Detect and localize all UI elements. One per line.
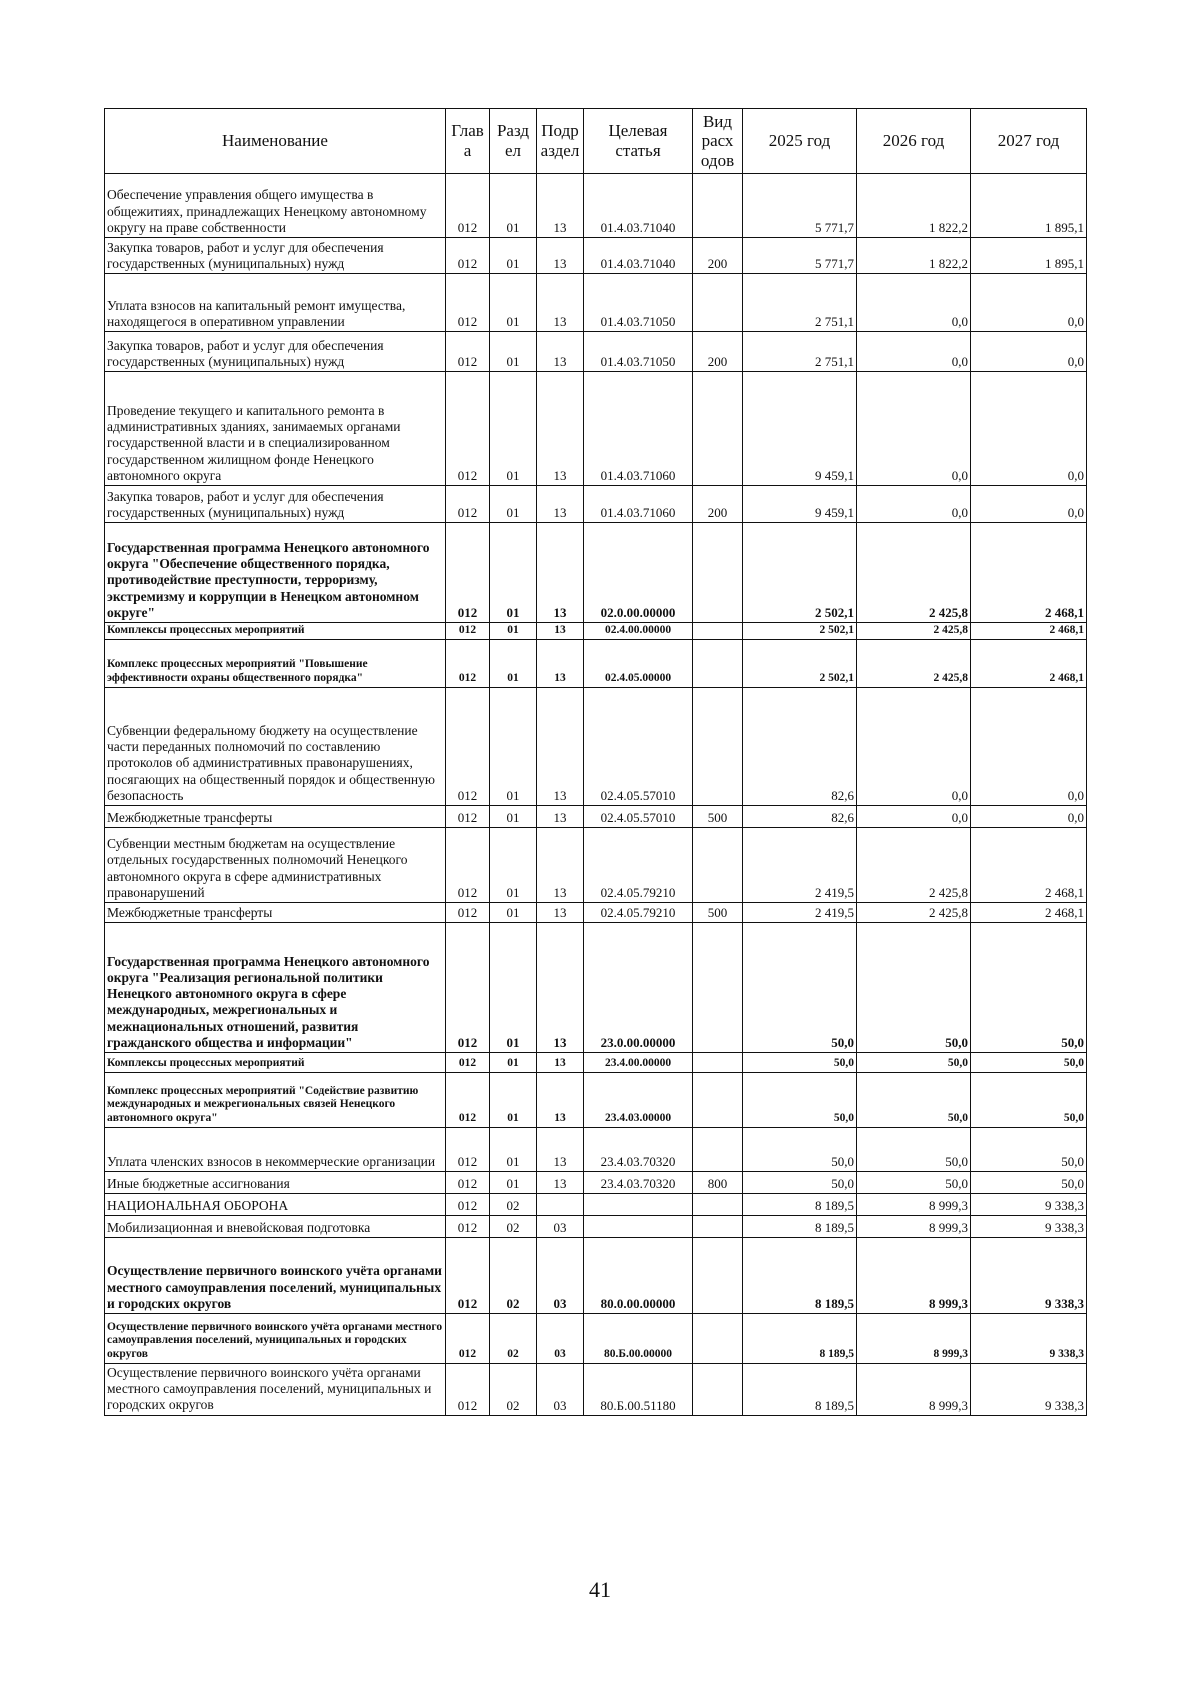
cell-expense-type — [693, 372, 743, 486]
cell-podrazdel: 13 — [537, 640, 584, 688]
cell-2026: 8 999,3 — [857, 1238, 971, 1314]
cell-expense-type: 200 — [693, 486, 743, 523]
page-number: 41 — [589, 1577, 611, 1602]
cell-glava: 012 — [446, 1314, 490, 1364]
cell-razdel: 01 — [490, 486, 537, 523]
header-podrazdel: Подр аздел — [537, 109, 584, 174]
cell-target-article: 23.0.00.00000 — [584, 923, 693, 1053]
cell-podrazdel: 13 — [537, 274, 584, 332]
cell-2025: 2 419,5 — [743, 828, 857, 903]
cell-expense-type — [693, 828, 743, 903]
cell-glava: 012 — [446, 174, 490, 238]
cell-target-article: 02.4.05.00000 — [584, 640, 693, 688]
cell-razdel: 01 — [490, 1073, 537, 1128]
cell-target-article: 23.4.03.70320 — [584, 1172, 693, 1194]
cell-target-article: 23.4.00.00000 — [584, 1053, 693, 1073]
budget-table — [104, 108, 1087, 1416]
header-razdel: Разд ел — [490, 109, 537, 174]
table-row — [105, 1194, 1087, 1216]
table-header-row — [105, 109, 1087, 174]
cell-glava: 012 — [446, 332, 490, 372]
cell-target-article: 01.4.03.71040 — [584, 174, 693, 238]
cell-2025: 82,6 — [743, 806, 857, 828]
cell-2026: 50,0 — [857, 1053, 971, 1073]
cell-expense-type: 200 — [693, 332, 743, 372]
cell-razdel: 01 — [490, 523, 537, 623]
cell-expense-type: 500 — [693, 806, 743, 828]
cell-glava: 012 — [446, 1053, 490, 1073]
cell-podrazdel: 13 — [537, 238, 584, 274]
cell-2025: 2 419,5 — [743, 903, 857, 923]
cell-razdel: 01 — [490, 640, 537, 688]
cell-expense-type: 800 — [693, 1172, 743, 1194]
cell-target-article: 01.4.03.71060 — [584, 486, 693, 523]
cell-2027: 50,0 — [971, 1053, 1087, 1073]
cell-glava: 012 — [446, 1364, 490, 1416]
cell-glava: 012 — [446, 1194, 490, 1216]
cell-2027: 9 338,3 — [971, 1238, 1087, 1314]
cell-target-article: 23.4.03.70320 — [584, 1128, 693, 1172]
cell-expense-type — [693, 623, 743, 640]
cell-2027: 9 338,3 — [971, 1314, 1087, 1364]
cell-2026: 2 425,8 — [857, 828, 971, 903]
cell-2025: 8 189,5 — [743, 1364, 857, 1416]
cell-2026: 8 999,3 — [857, 1194, 971, 1216]
cell-name: Межбюджетные трансферты — [105, 806, 446, 828]
cell-razdel: 01 — [490, 1172, 537, 1194]
cell-target-article: 02.4.00.00000 — [584, 623, 693, 640]
cell-name: Уплата взносов на капитальный ремонт имущества, находящегося в оперативном управлении — [105, 274, 446, 332]
cell-2026: 0,0 — [857, 332, 971, 372]
cell-name: НАЦИОНАЛЬНАЯ ОБОРОНА — [105, 1194, 446, 1216]
table-row — [105, 1172, 1087, 1194]
cell-2025: 5 771,7 — [743, 238, 857, 274]
cell-expense-type — [693, 1053, 743, 1073]
cell-2027: 0,0 — [971, 332, 1087, 372]
table-row — [105, 174, 1087, 238]
cell-razdel: 01 — [490, 332, 537, 372]
cell-podrazdel: 03 — [537, 1314, 584, 1364]
cell-expense-type — [693, 1364, 743, 1416]
cell-2025: 8 189,5 — [743, 1314, 857, 1364]
cell-2025: 2 751,1 — [743, 332, 857, 372]
cell-podrazdel: 13 — [537, 923, 584, 1053]
table-row — [105, 903, 1087, 923]
cell-name: Иные бюджетные ассигнования — [105, 1172, 446, 1194]
cell-podrazdel: 13 — [537, 1073, 584, 1128]
cell-glava: 012 — [446, 372, 490, 486]
cell-target-article: 02.4.05.79210 — [584, 903, 693, 923]
table-row — [105, 1314, 1087, 1364]
cell-2027: 50,0 — [971, 923, 1087, 1053]
cell-2026: 1 822,2 — [857, 238, 971, 274]
cell-2027: 2 468,1 — [971, 828, 1087, 903]
cell-name: Осуществление первичного воинского учёта органами местного самоуправления поселений, муниципальных и городских округов — [105, 1314, 446, 1364]
cell-2026: 50,0 — [857, 923, 971, 1053]
cell-name: Осуществление первичного воинского учёта органами местного самоуправления поселений, муниципальных и городских округов — [105, 1364, 446, 1416]
cell-2027: 50,0 — [971, 1172, 1087, 1194]
cell-2026: 8 999,3 — [857, 1364, 971, 1416]
table-row — [105, 1364, 1087, 1416]
table-row — [105, 332, 1087, 372]
table-row — [105, 828, 1087, 903]
cell-expense-type — [693, 1194, 743, 1216]
table-row — [105, 274, 1087, 332]
cell-2025: 8 189,5 — [743, 1194, 857, 1216]
cell-2025: 82,6 — [743, 688, 857, 806]
cell-razdel: 01 — [490, 372, 537, 486]
cell-podrazdel: 13 — [537, 688, 584, 806]
table-row — [105, 238, 1087, 274]
cell-target-article — [584, 1216, 693, 1238]
cell-2026: 50,0 — [857, 1172, 971, 1194]
cell-glava: 012 — [446, 274, 490, 332]
cell-name: Обеспечение управления общего имущества в общежитиях, принадлежащих Ненецкому автономному округу на праве собственности — [105, 174, 446, 238]
cell-name: Закупка товаров, работ и услуг для обеспечения государственных (муниципальных) нужд — [105, 486, 446, 523]
cell-2026: 0,0 — [857, 372, 971, 486]
cell-razdel: 01 — [490, 806, 537, 828]
cell-podrazdel: 13 — [537, 828, 584, 903]
cell-glava: 012 — [446, 806, 490, 828]
table-row — [105, 1216, 1087, 1238]
cell-2026: 2 425,8 — [857, 523, 971, 623]
cell-expense-type — [693, 1128, 743, 1172]
cell-expense-type — [693, 688, 743, 806]
cell-glava: 012 — [446, 923, 490, 1053]
table-row — [105, 923, 1087, 1053]
cell-expense-type — [693, 1314, 743, 1364]
cell-glava: 012 — [446, 238, 490, 274]
cell-2027: 9 338,3 — [971, 1364, 1087, 1416]
cell-2025: 50,0 — [743, 1053, 857, 1073]
cell-2025: 8 189,5 — [743, 1216, 857, 1238]
cell-glava: 012 — [446, 1216, 490, 1238]
table-row — [105, 623, 1087, 640]
cell-podrazdel: 13 — [537, 174, 584, 238]
cell-podrazdel: 03 — [537, 1216, 584, 1238]
cell-2027: 2 468,1 — [971, 640, 1087, 688]
cell-name: Закупка товаров, работ и услуг для обеспечения государственных (муниципальных) нужд — [105, 238, 446, 274]
cell-2027: 1 895,1 — [971, 174, 1087, 238]
cell-glava: 012 — [446, 523, 490, 623]
cell-podrazdel: 13 — [537, 486, 584, 523]
table-row — [105, 372, 1087, 486]
cell-podrazdel: 13 — [537, 623, 584, 640]
cell-name: Комплекс процессных мероприятий "Содействие развитию международных и межрегиональных связей Ненецкого автономного округа" — [105, 1073, 446, 1128]
table-row — [105, 523, 1087, 623]
cell-razdel: 01 — [490, 1128, 537, 1172]
cell-2025: 8 189,5 — [743, 1238, 857, 1314]
cell-name: Комплекс процессных мероприятий "Повышение эффективности охраны общественного порядка" — [105, 640, 446, 688]
cell-2025: 2 502,1 — [743, 623, 857, 640]
header-glava: Глав а — [446, 109, 490, 174]
cell-glava: 012 — [446, 1073, 490, 1128]
cell-2026: 50,0 — [857, 1073, 971, 1128]
cell-expense-type — [693, 1238, 743, 1314]
cell-2026: 1 822,2 — [857, 174, 971, 238]
cell-name: Проведение текущего и капитального ремонта в административных зданиях, занимаемых органами государственной власти и в специализированном государственном жилищном фонде Ненецкого автономного округа — [105, 372, 446, 486]
cell-target-article: 02.4.05.57010 — [584, 688, 693, 806]
cell-expense-type — [693, 923, 743, 1053]
cell-2025: 2 502,1 — [743, 640, 857, 688]
cell-2026: 2 425,8 — [857, 640, 971, 688]
cell-2027: 50,0 — [971, 1073, 1087, 1128]
cell-glava: 012 — [446, 688, 490, 806]
cell-2026: 8 999,3 — [857, 1216, 971, 1238]
cell-target-article: 80.Б.00.51180 — [584, 1364, 693, 1416]
cell-2026: 0,0 — [857, 806, 971, 828]
cell-razdel: 02 — [490, 1238, 537, 1314]
cell-2025: 50,0 — [743, 1073, 857, 1128]
cell-glava: 012 — [446, 1238, 490, 1314]
cell-target-article: 23.4.03.00000 — [584, 1073, 693, 1128]
cell-2025: 9 459,1 — [743, 486, 857, 523]
cell-target-article: 02.4.05.79210 — [584, 828, 693, 903]
cell-2027: 2 468,1 — [971, 903, 1087, 923]
cell-podrazdel: 13 — [537, 903, 584, 923]
cell-2026: 0,0 — [857, 486, 971, 523]
cell-razdel: 02 — [490, 1194, 537, 1216]
cell-expense-type: 200 — [693, 238, 743, 274]
header-target-article: Целевая статья — [584, 109, 693, 174]
cell-2027: 0,0 — [971, 372, 1087, 486]
cell-glava: 012 — [446, 828, 490, 903]
cell-2025: 2 751,1 — [743, 274, 857, 332]
cell-2026: 2 425,8 — [857, 623, 971, 640]
header-2027: 2027 год — [971, 109, 1087, 174]
cell-2027: 1 895,1 — [971, 238, 1087, 274]
cell-podrazdel — [537, 1194, 584, 1216]
cell-2025: 2 502,1 — [743, 523, 857, 623]
cell-name: Мобилизационная и вневойсковая подготовка — [105, 1216, 446, 1238]
header-name: Наименование — [105, 109, 446, 174]
cell-razdel: 01 — [490, 923, 537, 1053]
cell-name: Государственная программа Ненецкого автономного округа "Обеспечение общественного порядка, противодействие преступности, терроризму, экстремизму и коррупции в Ненецком автономном округе" — [105, 523, 446, 623]
cell-razdel: 01 — [490, 688, 537, 806]
cell-glava: 012 — [446, 623, 490, 640]
cell-expense-type — [693, 174, 743, 238]
table-row — [105, 688, 1087, 806]
cell-razdel: 01 — [490, 903, 537, 923]
cell-2025: 50,0 — [743, 923, 857, 1053]
cell-2027: 0,0 — [971, 274, 1087, 332]
cell-expense-type — [693, 1216, 743, 1238]
cell-name: Осуществление первичного воинского учёта органами местного самоуправления поселений, муниципальных и городских округов — [105, 1238, 446, 1314]
cell-razdel: 01 — [490, 174, 537, 238]
cell-podrazdel: 13 — [537, 806, 584, 828]
cell-razdel: 02 — [490, 1216, 537, 1238]
cell-name: Межбюджетные трансферты — [105, 903, 446, 923]
cell-razdel: 01 — [490, 828, 537, 903]
table-row — [105, 1128, 1087, 1172]
cell-podrazdel: 03 — [537, 1238, 584, 1314]
table-row — [105, 486, 1087, 523]
header-2026: 2026 год — [857, 109, 971, 174]
cell-2027: 9 338,3 — [971, 1194, 1087, 1216]
table-row — [105, 806, 1087, 828]
cell-name: Субвенции местным бюджетам на осуществление отдельных государственных полномочий Ненецкого автономного округа в сфере административных правонарушений — [105, 828, 446, 903]
header-2025: 2025 год — [743, 109, 857, 174]
cell-target-article: 01.4.03.71050 — [584, 332, 693, 372]
cell-podrazdel: 13 — [537, 372, 584, 486]
cell-2026: 50,0 — [857, 1128, 971, 1172]
cell-target-article: 01.4.03.71050 — [584, 274, 693, 332]
cell-2027: 9 338,3 — [971, 1216, 1087, 1238]
cell-name: Комплексы процессных мероприятий — [105, 623, 446, 640]
cell-2027: 2 468,1 — [971, 623, 1087, 640]
cell-target-article: 01.4.03.71040 — [584, 238, 693, 274]
cell-name: Государственная программа Ненецкого автономного округа "Реализация региональной политики Ненецкого автономного округа в сфере международных, межрегиональных и межнациональных отношений, развития гражданского общества и информации" — [105, 923, 446, 1053]
cell-expense-type — [693, 640, 743, 688]
cell-target-article: 02.0.00.00000 — [584, 523, 693, 623]
cell-podrazdel: 13 — [537, 1172, 584, 1194]
cell-2027: 0,0 — [971, 806, 1087, 828]
cell-2027: 0,0 — [971, 486, 1087, 523]
cell-expense-type — [693, 523, 743, 623]
cell-name: Субвенции федеральному бюджету на осуществление части переданных полномочий по составлению протоколов об административных правонарушениях, посягающих на общественный порядок и общественную безопасность — [105, 688, 446, 806]
cell-2026: 0,0 — [857, 688, 971, 806]
table-row — [105, 640, 1087, 688]
cell-target-article: 80.0.00.00000 — [584, 1238, 693, 1314]
cell-razdel: 01 — [490, 623, 537, 640]
cell-name: Уплата членских взносов в некоммерческие организации — [105, 1128, 446, 1172]
cell-razdel: 02 — [490, 1314, 537, 1364]
cell-2027: 0,0 — [971, 688, 1087, 806]
cell-2025: 5 771,7 — [743, 174, 857, 238]
cell-target-article: 80.Б.00.00000 — [584, 1314, 693, 1364]
cell-podrazdel: 13 — [537, 332, 584, 372]
cell-razdel: 02 — [490, 1364, 537, 1416]
cell-2026: 2 425,8 — [857, 903, 971, 923]
budget-sheet — [104, 108, 1086, 1416]
cell-razdel: 01 — [490, 238, 537, 274]
cell-glava: 012 — [446, 1128, 490, 1172]
cell-2025: 50,0 — [743, 1128, 857, 1172]
cell-2025: 9 459,1 — [743, 372, 857, 486]
cell-podrazdel: 03 — [537, 1364, 584, 1416]
cell-2027: 50,0 — [971, 1128, 1087, 1172]
cell-glava: 012 — [446, 640, 490, 688]
cell-target-article: 02.4.05.57010 — [584, 806, 693, 828]
cell-2025: 50,0 — [743, 1172, 857, 1194]
cell-expense-type — [693, 1073, 743, 1128]
cell-2026: 8 999,3 — [857, 1314, 971, 1364]
table-row — [105, 1053, 1087, 1073]
cell-target-article: 01.4.03.71060 — [584, 372, 693, 486]
header-expense-type: Вид расх одов — [693, 109, 743, 174]
cell-razdel: 01 — [490, 274, 537, 332]
cell-glava: 012 — [446, 903, 490, 923]
cell-2026: 0,0 — [857, 274, 971, 332]
table-row — [105, 1073, 1087, 1128]
cell-expense-type: 500 — [693, 903, 743, 923]
cell-podrazdel: 13 — [537, 1128, 584, 1172]
cell-podrazdel: 13 — [537, 523, 584, 623]
table-row — [105, 1238, 1087, 1314]
cell-target-article — [584, 1194, 693, 1216]
cell-expense-type — [693, 274, 743, 332]
cell-name: Закупка товаров, работ и услуг для обеспечения государственных (муниципальных) нужд — [105, 332, 446, 372]
cell-glava: 012 — [446, 1172, 490, 1194]
cell-glava: 012 — [446, 486, 490, 523]
cell-podrazdel: 13 — [537, 1053, 584, 1073]
cell-name: Комплексы процессных мероприятий — [105, 1053, 446, 1073]
table-body — [105, 174, 1087, 1416]
cell-razdel: 01 — [490, 1053, 537, 1073]
cell-2027: 2 468,1 — [971, 523, 1087, 623]
